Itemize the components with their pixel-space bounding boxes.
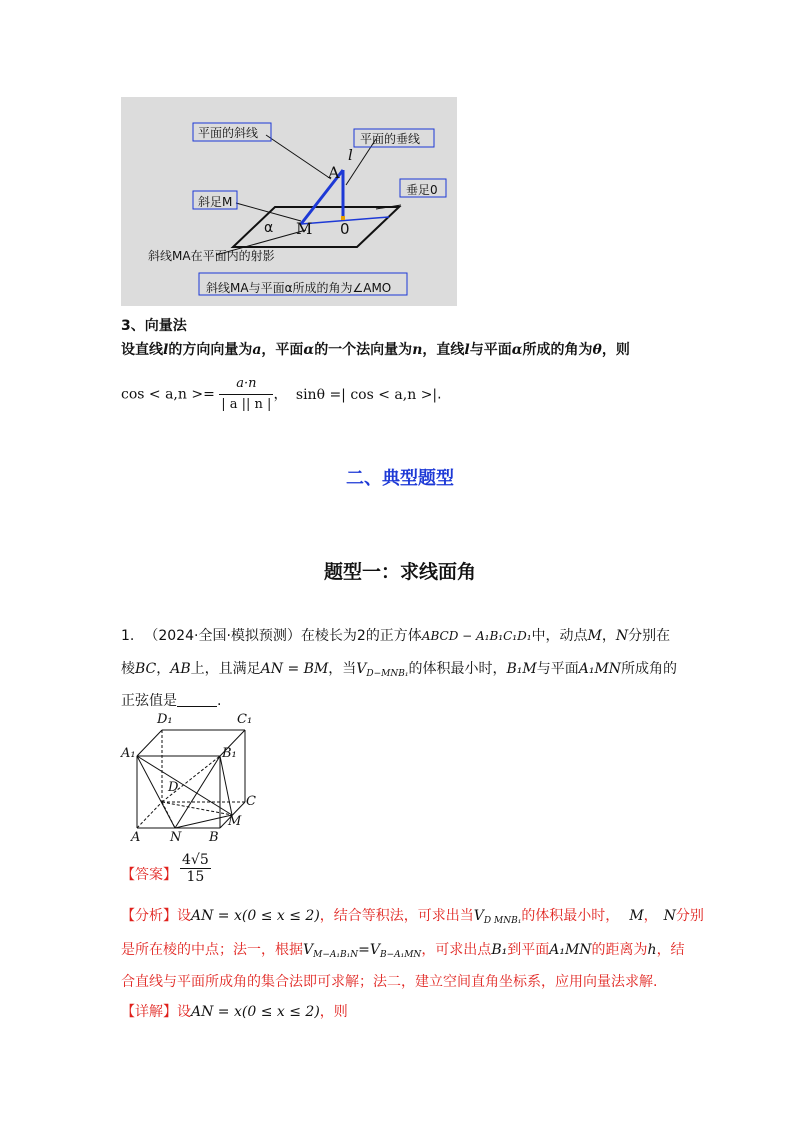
cube-label-d: D bbox=[168, 780, 179, 795]
type-title: 题型一：求线面角 bbox=[323, 561, 476, 583]
answer-value: $\frac{4√5}{15}$ bbox=[182, 852, 209, 885]
analysis-line-2: 是所在棱的中点；法一，根据$V_{M-A_1B_1N}=V_{B-A_1MN}$，可求出点B₁到平面A₁MN的距离为h，结 bbox=[121, 942, 685, 960]
cube-label-m: M bbox=[228, 814, 242, 829]
cube-figure bbox=[120, 712, 270, 848]
detail-line: 【详解】设AN = x(0 ≤ x ≤ 2)，则 bbox=[121, 1004, 348, 1020]
label-foot-o: 垂足0 bbox=[406, 183, 438, 197]
label-foot-m: 斜足M bbox=[198, 195, 233, 209]
label-angle: 斜线MA与平面α所成的角为∠AMO bbox=[206, 281, 392, 295]
problem-line-2: 棱BC，AB上，且满足AN = BM，当$V_{D-MNB_1}$的体积最小时，B₁M与平面A₁MN所成角的 bbox=[121, 661, 678, 679]
point-m-label: M bbox=[296, 219, 313, 238]
point-o-label: 0 bbox=[340, 220, 350, 238]
line-l-label: l bbox=[348, 146, 353, 164]
cube-label-d1: D₁ bbox=[157, 712, 173, 727]
section3-text: 设直线l的方向向量为a，平面α的一个法向量为n，直线l与平面α所成的角为θ，则 bbox=[121, 342, 630, 358]
cube-label-c1: C₁ bbox=[237, 712, 253, 727]
analysis-line-1: 【分析】设AN = x(0 ≤ x ≤ 2)，结合等积法，可求出当$V_{D MNB_1}$的体积最小时， M， N分别 bbox=[121, 908, 704, 926]
analysis-line-3: 合直线与平面所成角的集合法即可求解；法二，建立空间直角坐标系，应用向量法求解. bbox=[121, 974, 658, 990]
point-a-label: A bbox=[328, 163, 340, 182]
oblique-line-figure bbox=[121, 97, 457, 306]
label-perpendicular: 平面的垂线 bbox=[360, 132, 421, 146]
section-title: 二、典型题型 bbox=[346, 468, 454, 489]
alpha-label: α bbox=[264, 220, 274, 236]
label-oblique: 平面的斜线 bbox=[198, 126, 259, 140]
cube-label-b1: B₁ bbox=[222, 746, 237, 761]
label-projection: 斜线MA在平面内的射影 bbox=[148, 249, 275, 263]
formula-lhs: cos < a,n >= bbox=[121, 386, 215, 403]
cube-label-n: N bbox=[170, 830, 182, 845]
cube-label-b: B bbox=[209, 830, 219, 845]
answer-label: 【答案】 bbox=[121, 867, 177, 883]
cos-formula: cos < a,n >= $\frac{a\cdot n}{| a || n |}$ ， sinθ =| cos < a,n >|. bbox=[121, 374, 442, 415]
cube-label-c: C bbox=[246, 794, 256, 809]
formula-fraction: $\frac{a\cdot n}{| a || n |}$ bbox=[221, 376, 272, 412]
problem-line-3: 正弦值是 . bbox=[121, 693, 222, 709]
formula-sin: sinθ =| cos < a,n >| bbox=[295, 386, 438, 403]
answer-blank bbox=[177, 692, 217, 707]
cube-label-a1: A₁ bbox=[121, 746, 136, 761]
cube-diagram bbox=[120, 712, 270, 848]
oblique-line-diagram bbox=[121, 97, 457, 306]
cube-label-a: A bbox=[131, 830, 141, 845]
section3-heading: 3、向量法 bbox=[121, 318, 187, 334]
problem-line-1: 1. （2024·全国·模拟预测）在棱长为2的正方体ABCD − A₁B₁C₁D₁中，动点M，N分别在 bbox=[121, 628, 671, 644]
